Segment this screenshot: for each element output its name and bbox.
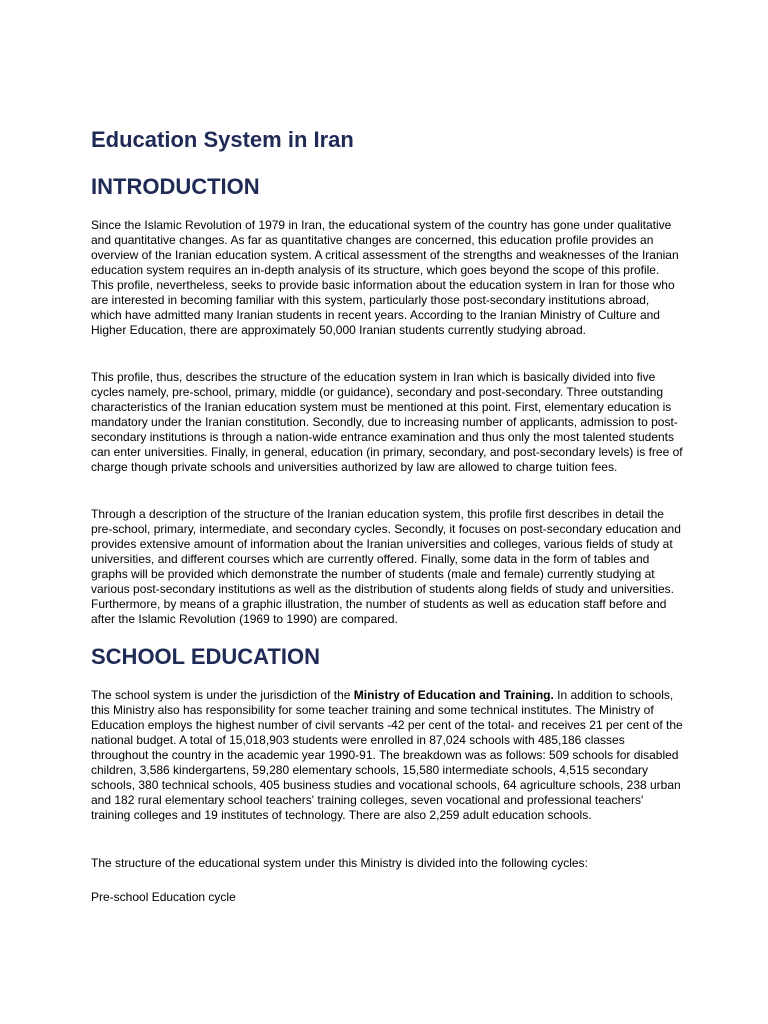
ministry-name: Ministry of Education and Training. [353,688,554,702]
introduction-paragraph-3: Through a description of the structure of the Iranian education system, this profile first describes in detail the pre-school, primary, intermediate, and secondary cycles. Secondly, it focuses on post-secondary education and provides extensive amount of information about the Iranian universities and colleges, various fields of study at universities, and different courses which are currently offered. Finally, some data in the form of tables and graphs will be provided which demonstrate the number of students (male and female) currently studying at various post-secondary institutions as well as the distribution of students along fields of study and universities. Furthermore, by means of a graphic illustration, the number of students as well as education staff before and after the Islamic Revolution (1969 to 1990) are compared. [91,507,681,626]
school-education-paragraph-1 [91,688,683,823]
ministry-intro-text: The school system is under the jurisdiction of the [91,688,354,702]
school-education-paragraph-2: The structure of the educational system under this Ministry is divided into the following cycles: [91,856,588,870]
introduction-heading: INTRODUCTION [91,174,260,199]
document-title: Education System in Iran [91,127,354,152]
school-education-heading: SCHOOL EDUCATION [91,644,320,669]
pre-school-cycle-label: Pre-school Education cycle [91,890,236,904]
introduction-paragraph-2: This profile, thus, describes the structure of the education system in Iran which is basically divided into five cycles namely, pre-school, primary, middle (or guidance), secondary and post-secondary. Three outstanding characteristics of the Iranian education system must be mentioned at this point. First, elementary education is mandatory under the Iranian constitution. Secondly, due to increasing number of applicants, admission to post-secondary institutions is through a nation-wide entrance examination and thus only the most talented students can enter universities. Finally, in general, education (in primary, secondary, and post-secondary levels) is free of charge though private schools and universities authorized by law are allowed to charge tuition fees. [91,370,683,474]
introduction-paragraph-1: Since the Islamic Revolution of 1979 in Iran, the educational system of the country has gone under qualitative and quantitative changes. As far as quantitative changes are concerned, this education profile provides an overview of the Iranian education system. A critical assessment of the strengths and weaknesses of the Iranian education system requires an in-depth analysis of its structure, which goes beyond the scope of this profile. This profile, nevertheless, seeks to provide basic information about the education system in Iran for those who are interested in becoming familiar with this system, particularly those post-secondary institutions abroad, which have admitted many Iranian students in recent years. According to the Iranian Ministry of Culture and Higher Education, there are approximately 50,000 Iranian students currently studying abroad. [91,218,679,337]
ministry-details-text: In addition to schools, this Ministry also has responsibility for some teacher training and some technical institutes. The Ministry of Education employs the highest number of civil servants -42 per cent of the total- and receives 21 per cent of the national budget. A total of 15,018,903 students were enrolled in 87,024 schools with 485,186 classes throughout the country in the academic year 1990-91. The breakdown was as follows: 509 schools for disabled children, 3,586 kindergartens, 59,280 elementary schools, 15,580 intermediate schools, 4,515 secondary schools, 380 technical schools, 405 business studies and vocational schools, 64 agriculture schools, 238 urban and 182 rural elementary school teachers' training colleges, seven vocational and professional teachers' training colleges and 19 institutes of technology. There are also 2,259 adult education schools. [91,688,683,822]
